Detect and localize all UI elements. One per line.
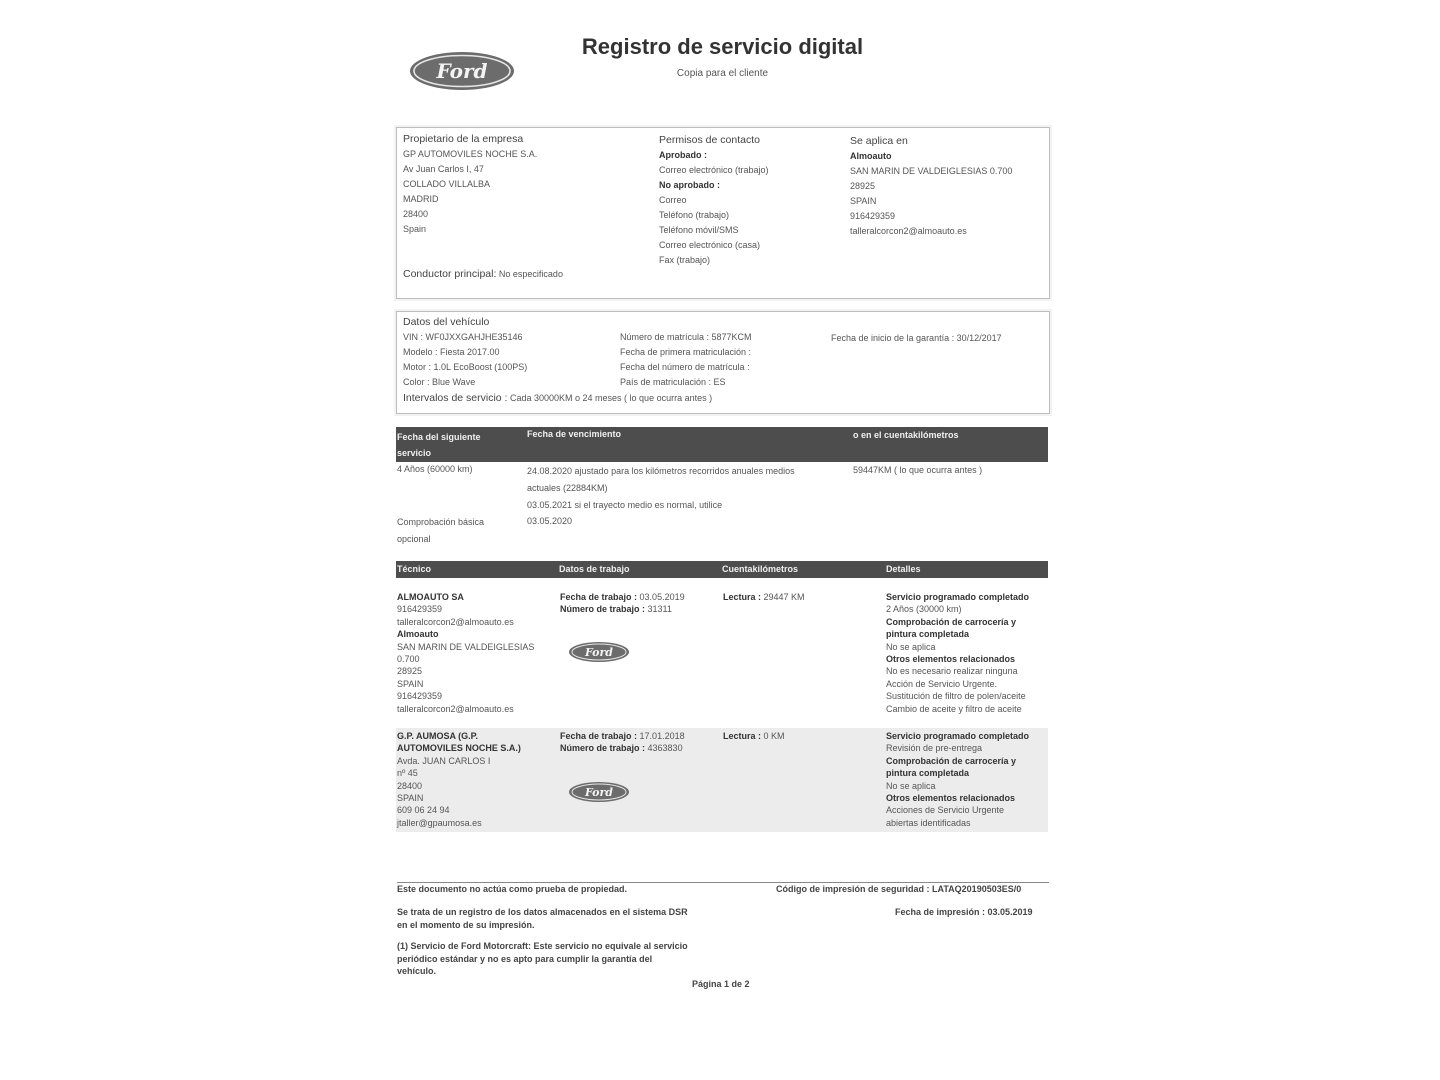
vehicle-heading: Datos del vehículo <box>403 316 490 328</box>
col-details: Detalles <box>886 564 921 574</box>
col-next-service: Fecha del siguiente servicio <box>397 432 481 458</box>
next-service-km: 59447KM ( lo que ocurra antes ) <box>853 465 983 475</box>
vehicle-registration: Número de matrícula : 5877KCM Fecha de primera matriculación : Fecha del número de matrícula : País de matriculación : ES <box>620 332 752 387</box>
col-odometer: o en el cuentakilómetros <box>853 430 959 440</box>
contact-heading: Permisos de contacto <box>659 134 760 146</box>
applies-heading: Se aplica en <box>850 135 908 147</box>
record-2-ford-logo <box>568 781 630 803</box>
document-subtitle: Copia para el cliente <box>676 68 769 79</box>
footer-disclaimer: Este documento no actúa como prueba de propiedad. <box>397 884 628 894</box>
svg-text:Ford: Ford <box>584 646 614 659</box>
basic-check-type: Comprobación básica opcional <box>397 517 485 544</box>
owner-heading: Propietario de la empresa <box>403 133 524 145</box>
record-1-technician: ALMOAUTO SA 916429359 talleralcorcon2@almoauto.es Almoauto SAN MARIN DE VALDEIGLESIAS 0.700 28925 SPAIN 916429359 talleralcorcon2@almoauto.es <box>397 592 535 714</box>
record-2-details: Servicio programado completado Revisión de pre-entrega Comprobación de carrocería y pintura completada No se aplica Otros elementos relacionados Acciones de Servicio Urgente abiertas identificadas <box>886 731 1030 828</box>
driver-line <box>403 268 563 280</box>
service-interval: Intervalos de servicio : Cada 30000KM o 24 meses ( lo que ocurra antes ) <box>403 392 713 404</box>
next-service-type: 4 Años (60000 km) <box>397 464 473 474</box>
warranty-date: Fecha de inicio de la garantía : 30/12/2017 <box>831 333 1002 343</box>
footer-dsr-note: Se trata de un registro de los datos almacenados en el sistema DSR en el momento de su impresión. <box>397 907 688 930</box>
record-1-details: Servicio programado completado 2 Años (30000 km) Comprobación de carrocería y pintura completada No se aplica Otros elementos relacionados No es necesario realizar ninguna Acción de Servicio Urgente. Sustitución de filtro de polen/aceite Cambio de aceite y filtro de aceite <box>886 592 1030 714</box>
contact-permissions: Aprobado : Correo electrónico (trabajo) No aprobado : Correo Teléfono (trabajo) Teléfono móvil/SMS Correo electrónico (casa) Fax (trabajo) <box>659 150 769 265</box>
col-due-date: Fecha de vencimiento <box>527 429 622 439</box>
basic-check-due: 03.05.2020 <box>527 516 573 526</box>
col-odometer-reading: Cuentakilómetros <box>722 564 799 574</box>
record-1-reading: Lectura : 29447 KM <box>723 592 805 602</box>
svg-text:Ford: Ford <box>436 59 488 83</box>
col-technician: Técnico <box>397 564 432 574</box>
history-header <box>396 561 1048 578</box>
svg-text:Ford: Ford <box>584 786 614 799</box>
document-title: Registro de servicio digital <box>581 34 864 59</box>
next-service-due: 24.08.2020 ajustado para los kilómetros recorridos anuales medios actuales (22884KM) 03.05.2021 si el trayecto medio es normal, utilice <box>527 466 795 510</box>
driver-value: No especificado <box>498 269 563 279</box>
owner-address: GP AUTOMOVILES NOCHE S.A. Av Juan Carlos I, 47 COLLADO VILLALBA MADRID 28400 Spain <box>403 149 538 234</box>
footer-print-date: Fecha de impresión : 03.05.2019 <box>895 907 1033 917</box>
next-service-header <box>396 427 1048 462</box>
record-2-technician: G.P. AUMOSA (G.P. AUTOMOVILES NOCHE S.A.) Avda. JUAN CARLOS I nº 45 28400 SPAIN 609 06 24 94 jtaller@gpaumosa.es <box>397 731 521 828</box>
driver-label: Conductor principal: <box>403 268 497 280</box>
vehicle-specs: VIN : WF0JXXGAHJHE35146 Modelo : Fiesta 2017.00 Motor : 1.0L EcoBoost (100PS) Color : Blue Wave <box>403 332 528 387</box>
footer-security-code: Código de impresión de seguridad : LATAQ20190503ES/0 <box>776 884 1022 894</box>
record-1-work-data: Fecha de trabajo : 03.05.2019 Número de trabajo : 31311 <box>560 592 685 615</box>
col-work-data: Datos de trabajo <box>559 564 630 574</box>
page-number: Página 1 de 2 <box>692 979 750 989</box>
applies-dealer: Almoauto SAN MARIN DE VALDEIGLESIAS 0.700 28925 SPAIN 916429359 talleralcorcon2@almoauto.es <box>850 151 1013 236</box>
record-2-reading: Lectura : 0 KM <box>723 731 785 741</box>
ford-logo <box>408 50 516 92</box>
record-1-ford-logo <box>568 641 630 663</box>
footer-motorcraft-note: (1) Servicio de Ford Motorcraft: Este servicio no equivale al servicio periódico estándar y no es apto para cumplir la garantía del vehículo. <box>397 941 688 976</box>
record-2-work-data: Fecha de trabajo : 17.01.2018 Número de trabajo : 4363830 <box>560 731 685 754</box>
